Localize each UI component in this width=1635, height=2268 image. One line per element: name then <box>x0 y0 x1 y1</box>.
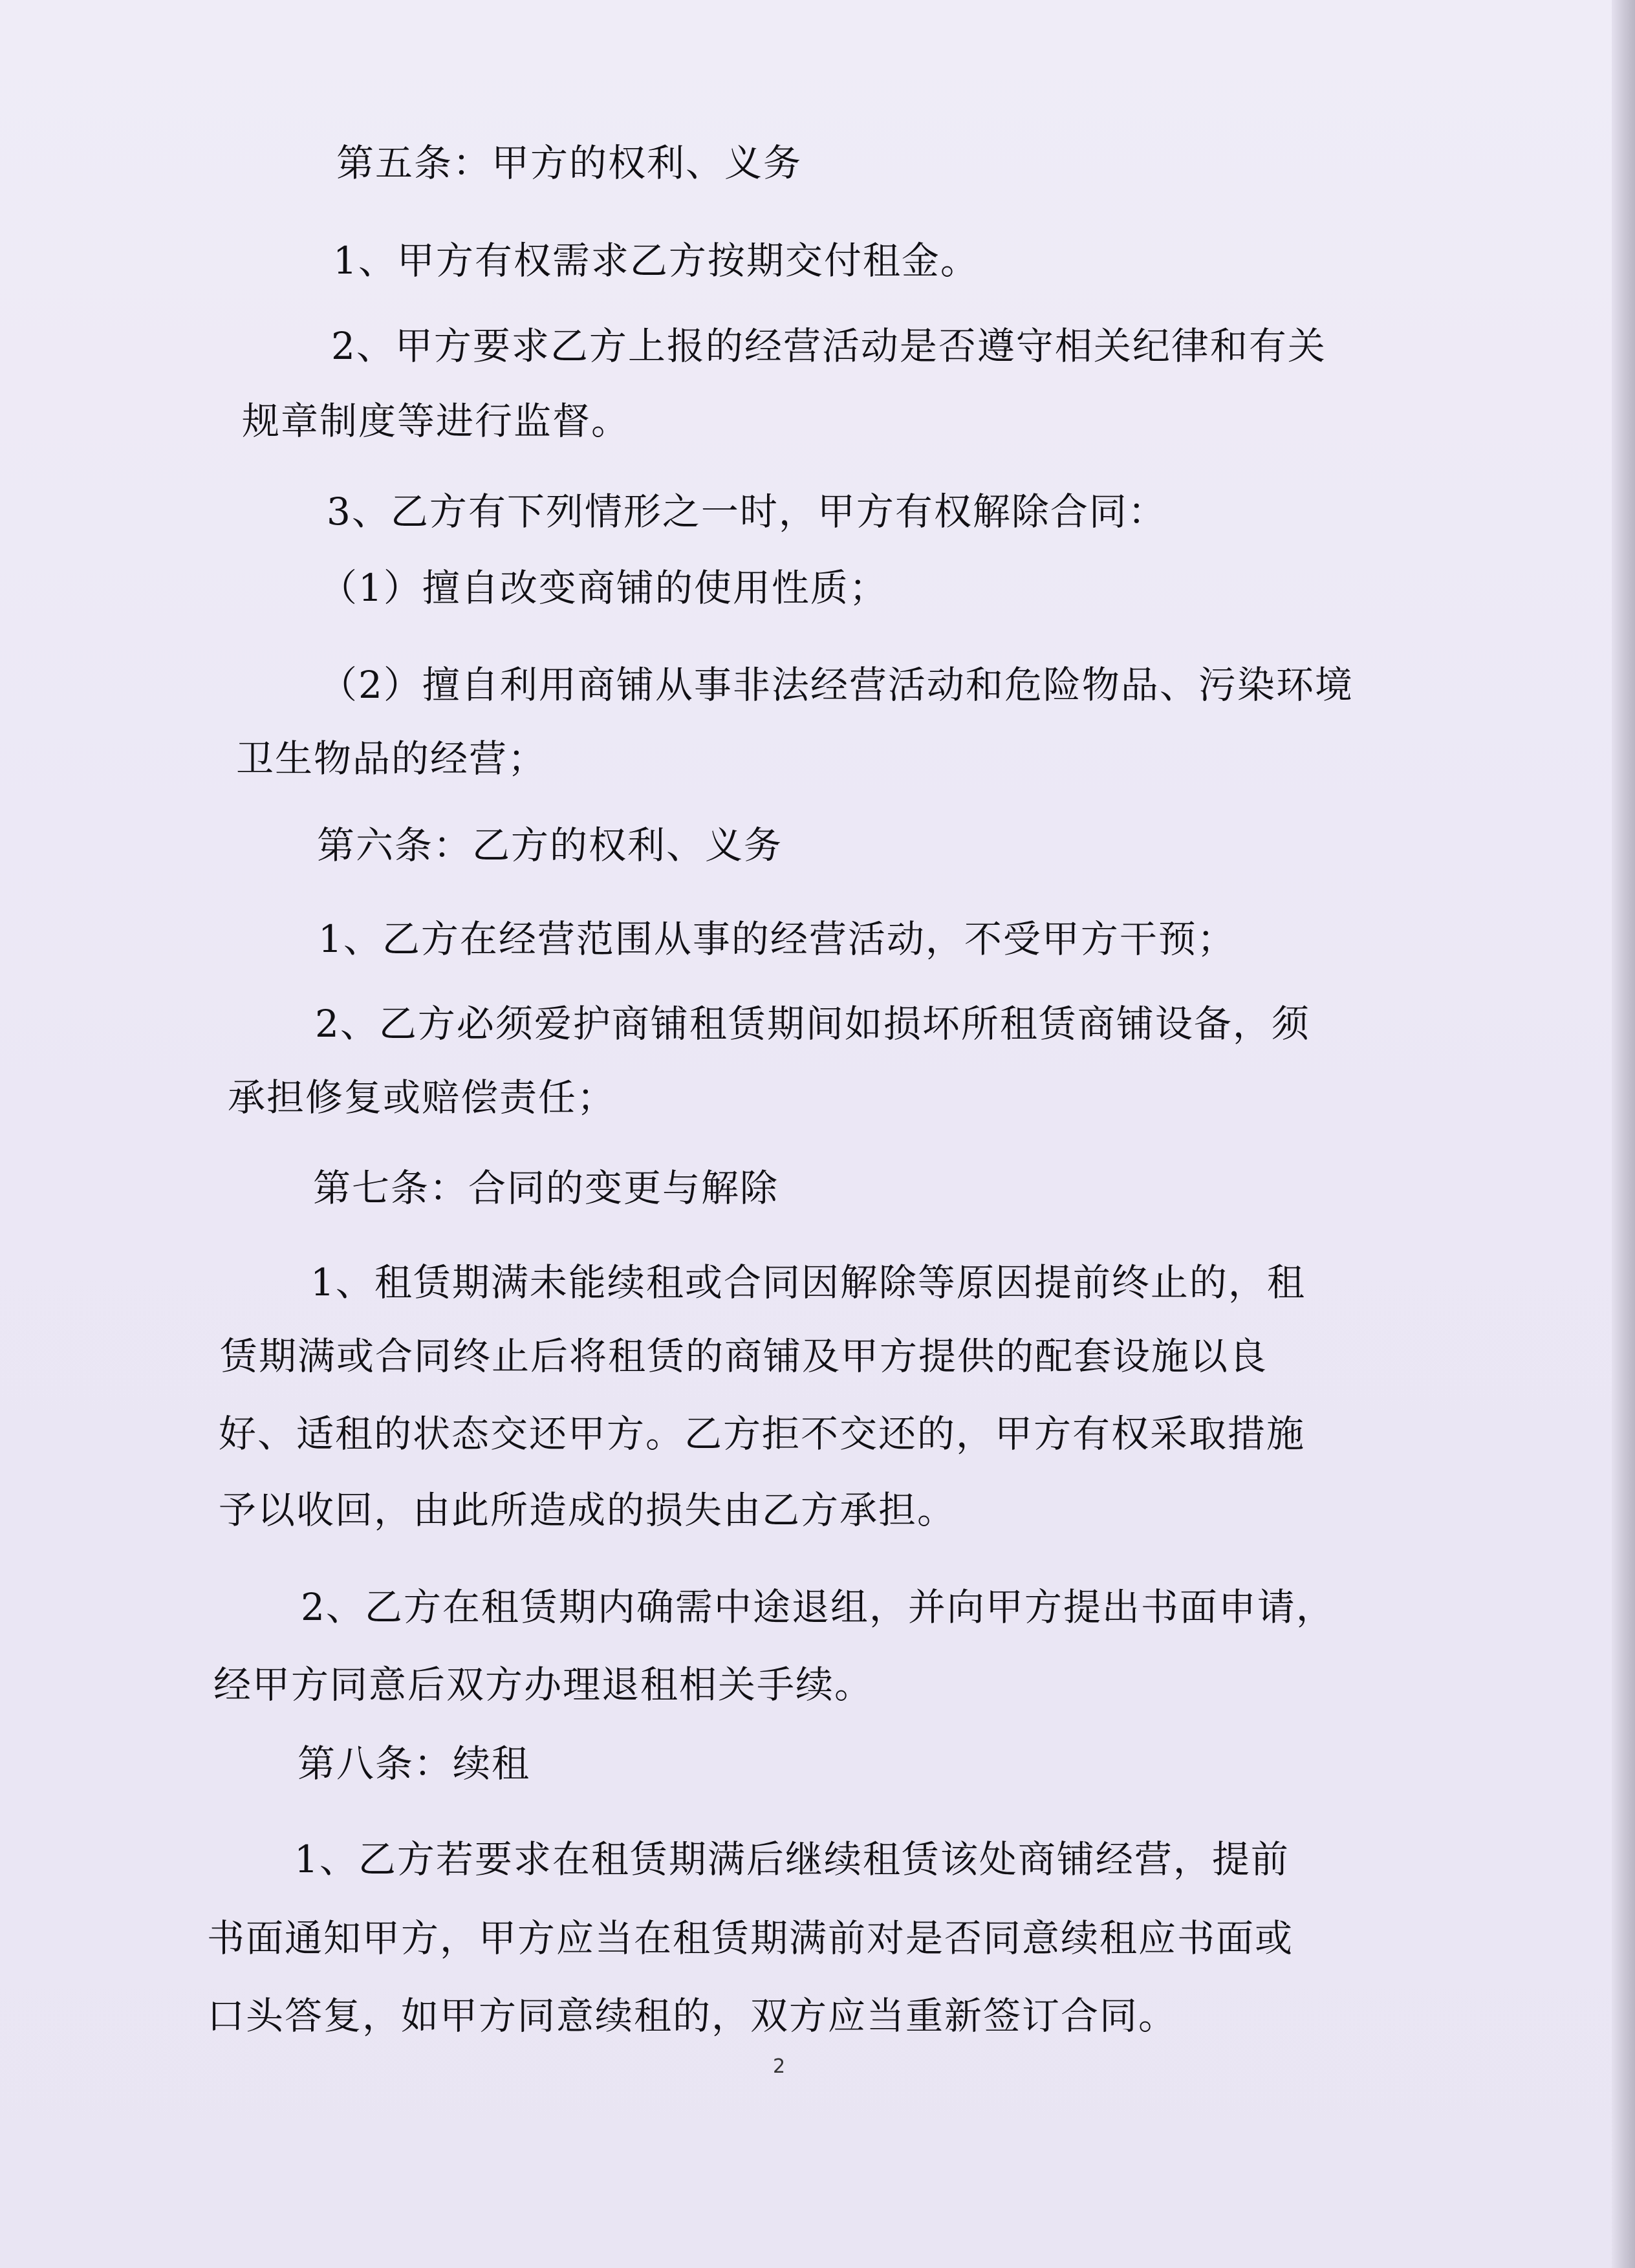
article-7-clause-1-cont-3: 予以收回，由此所造成的损失由乙方承担。 <box>219 1488 957 1532</box>
page-number: 2 <box>773 2055 786 2078</box>
article-5-clause-2: 2、甲方要求乙方上报的经营活动是否遵守相关纪律和有关 <box>331 324 1326 368</box>
article-5-clause-3-item-2: （2）擅自利用商铺从事非法经营活动和危险物品、污染环境 <box>319 663 1354 707</box>
article-5-heading: 第五条：甲方的权利、义务 <box>336 141 803 185</box>
article-6-clause-2-cont: 承担修复或赔偿责任； <box>228 1075 616 1119</box>
article-5-clause-1: 1、甲方有权需求乙方按期交付租金。 <box>333 239 979 283</box>
article-8-clause-1: 1、乙方若要求在租赁期满后继续租赁该处商铺经营，提前 <box>294 1837 1290 1881</box>
article-6-clause-1: 1、乙方在经营范围从事的经营活动，不受甲方干预； <box>318 917 1236 961</box>
article-7-clause-1: 1、租赁期满未能续租或合同因解除等原因提前终止的，租 <box>310 1260 1306 1304</box>
article-6-heading: 第六条：乙方的权利、义务 <box>317 823 783 867</box>
article-7-clause-2-cont: 经甲方同意后双方办理退租相关手续。 <box>213 1663 874 1707</box>
article-8-clause-1-cont-1: 书面通知甲方，甲方应当在租赁期满前对是否同意续租应书面或 <box>207 1916 1294 1960</box>
article-8-heading: 第八条：续租 <box>298 1742 531 1786</box>
article-5-clause-3: 3、乙方有下列情形之一时，甲方有权解除合同： <box>327 490 1167 534</box>
article-7-clause-2: 2、乙方在租赁期内确需中途退组，并向甲方提出书面申请， <box>301 1585 1335 1629</box>
article-7-clause-1-cont-1: 赁期满或合同终止后将租赁的商铺及甲方提供的配套设施以良 <box>220 1334 1268 1378</box>
article-5-clause-3-item-1: （1）擅自改变商铺的使用性质； <box>319 566 888 610</box>
article-5-clause-2-cont: 规章制度等进行监督。 <box>242 399 631 443</box>
article-7-clause-1-cont-2: 好、适租的状态交还甲方。乙方拒不交还的，甲方有权采取措施 <box>219 1412 1306 1456</box>
article-6-clause-2: 2、乙方必须爱护商铺租赁期间如损坏所租赁商铺设备，须 <box>315 1002 1310 1046</box>
article-7-heading: 第七条：合同的变更与解除 <box>313 1166 779 1210</box>
page-edge-shadow <box>1612 0 1635 2268</box>
article-5-clause-3-item-2-cont: 卫生物品的经营； <box>236 737 547 781</box>
article-8-clause-1-cont-2: 口头答复，如甲方同意续租的，双方应当重新签订合同。 <box>207 1994 1178 2038</box>
